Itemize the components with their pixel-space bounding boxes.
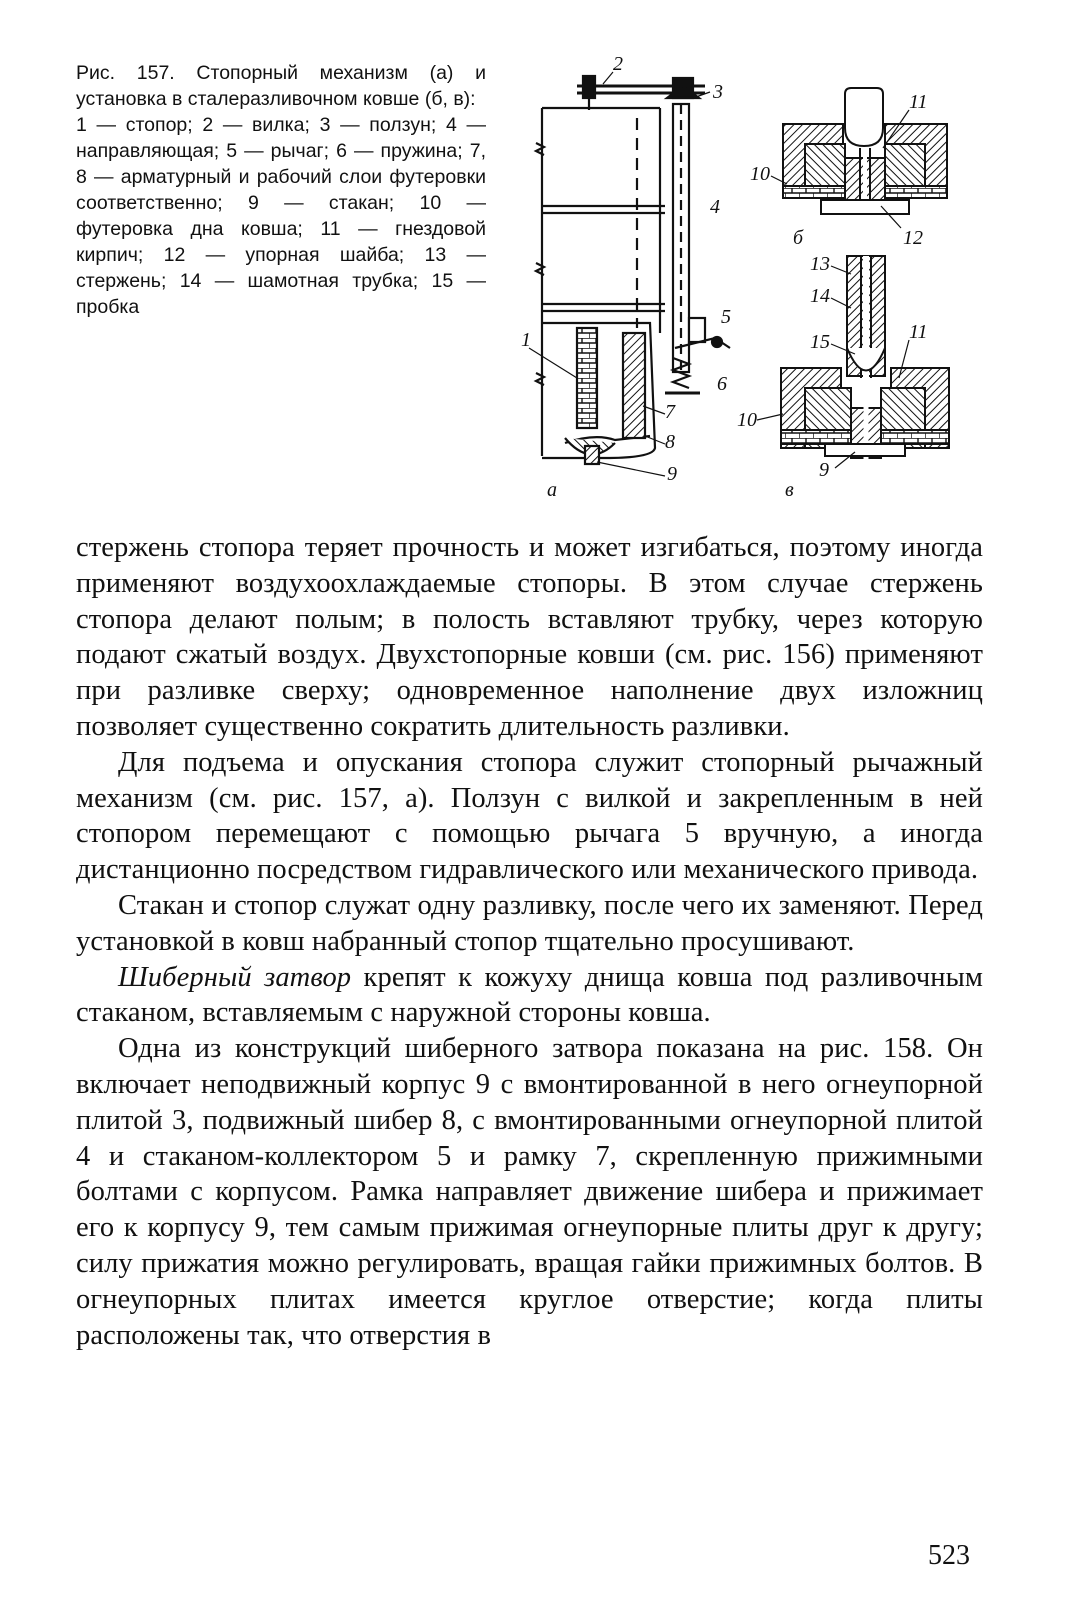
label-b-sub: б <box>793 227 804 249</box>
figure-157 <box>505 48 985 508</box>
label-c-sub: в <box>785 479 794 501</box>
caption-title: Рис. 157. Стопорный механизм (а) и установка в сталеразливочном ковше (б, в): <box>76 62 486 110</box>
figure-c-installation <box>781 256 949 462</box>
label-c-14: 14 <box>810 285 830 307</box>
label-a-6: 6 <box>717 373 727 395</box>
label-c-10: 10 <box>737 409 757 431</box>
figure-caption <box>76 60 486 320</box>
label-b-12: 12 <box>903 227 923 249</box>
main-text <box>76 530 983 1353</box>
label-a-8: 8 <box>665 431 675 453</box>
figure-a-stopper-mechanism <box>536 76 730 464</box>
label-c-15: 15 <box>810 331 830 353</box>
label-b-10: 10 <box>750 163 770 185</box>
label-c-13: 13 <box>810 253 830 275</box>
label-a-4: 4 <box>710 196 720 218</box>
label-c-9: 9 <box>819 459 829 481</box>
label-a-2: 2 <box>613 53 623 75</box>
label-a-sub: а <box>547 479 557 501</box>
label-b-11: 11 <box>909 91 928 113</box>
paragraph-5: Одна из конструкций шиберного затвора показана на рис. 158. Он включает неподвижный корпус 9 с вмонтированной в него огнеупорной плитой 3, подвижный шибер 8, с вмонтированными огнеупорной плитой 4 и стаканом-коллектором 5 и рамку 7, скрепленную прижимными болтами с корпусом. Рамка направляет движение шибера и прижимает его к корпусу 9, тем самым прижимая огнеупорные плиты друг к другу; силу прижатия можно регулировать, вращая гайки прижимных болтов. В огнеупорных плитах имеется круглое отверстие; когда плиты расположены так, что отверстия в <box>76 1033 983 1351</box>
paragraph-4-text: крепят к кожуху днища ковша под разливочным стаканом, вставляемым с наружной стороны ковша. <box>76 961 983 1029</box>
label-a-7: 7 <box>665 401 675 423</box>
term-slide-gate: Шиберный затвор <box>118 961 352 993</box>
label-a-9: 9 <box>667 463 677 485</box>
paragraph-4 <box>76 960 983 1032</box>
label-a-5: 5 <box>721 306 731 328</box>
paragraph-1: стержень стопора теряет прочность и может изгибаться, поэтому иногда применяют воздухоохлаждаемые стопоры. В этом случае стержень стопора делают полым; в полость вставляют трубку, через которую подают сжатый воздух. Двухстопорные ковши (см. рис. 156) применяют при разливке сверху; одновременное наполнение двух изложниц позволяет существенно сократить длительность разливки. <box>76 532 983 742</box>
paragraph-2: Для подъема и опускания стопора служит стопорный рычажный механизм (см. рис. 157, а). Ползун с вилкой и закрепленным в ней стопором перемещают с помощью рычага 5 вручную, а иногда дистанционно посредством гидравлического или механического привода. <box>76 746 983 886</box>
caption-legend: 1 — стопор; 2 — вилка; 3 — ползун; 4 — направляющая; 5 — рычаг; 6 — пружина; 7, 8 — арматурный и рабочий слои футеровки соответственно; 9 — стакан; 10 — футеровка дна ковша; 11 — гнездовой кирпич; 12 — упорная шайба; 13 — стержень; 14 — шамотная трубка; 15 — пробка <box>76 114 486 318</box>
paragraph-3: Стакан и стопор служат одну разливку, после чего их заменяют. Перед установкой в ковш набранный стопор тщательно просушивают. <box>76 889 983 957</box>
page-number: 523 <box>928 1540 970 1571</box>
label-c-11: 11 <box>909 321 928 343</box>
label-a-3: 3 <box>713 81 723 103</box>
label-a-1: 1 <box>521 329 531 351</box>
